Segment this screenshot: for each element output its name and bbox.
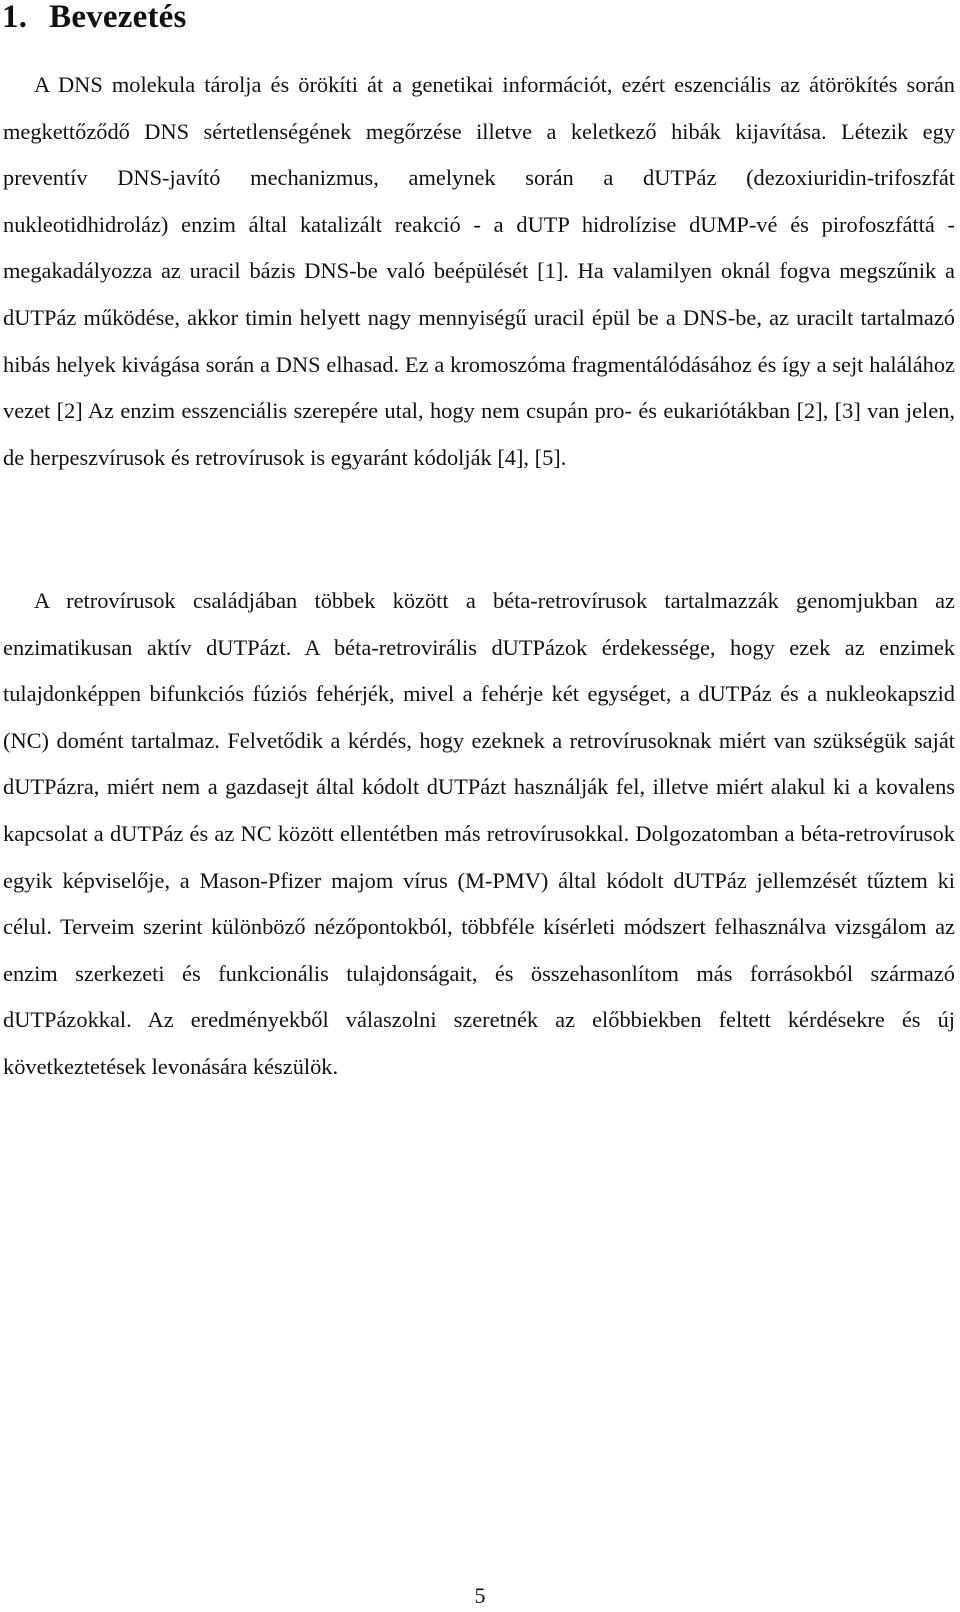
- paragraph-1: [3, 62, 955, 481]
- paragraph-1-text: A DNS molekula tárolja és örökíti át a genetikai információt, ezért eszenciális az átörökítés során megkettőződő DNS sértetlenségének megőrzése illetve a keletkező hibák kijavítása. Létezik egy preventív DNS-javító mechanizmus, amelynek során a dUTPáz (dezoxiuridin-trifoszfát nukleotidhidroláz) enzim által katalizált reakció - a dUTP hidrolízise dUMP-vé és pirofoszfáttá - megakadályozza az uracil bázis DNS-be való beépülését [1]. Ha valamilyen oknál fogva megszűnik a dUTPáz működése, akkor timin helyett nagy mennyiségű uracil épül be a DNS-be, az uracilt tartalmazó hibás helyek kivágása során a DNS elhasad. Ez a kromoszóma fragmentálódásához és így a sejt halálához vezet [2] Az enzim esszenciális szerepére utal, hogy nem csupán pro- és eukariótákban [2], [3] van jelen, de herpeszvírusok és retrovírusok is egyaránt kódolják [4], [5].: [3, 72, 955, 470]
- section-title: Bevezetés: [49, 0, 187, 35]
- page-number: 5: [474, 1583, 486, 1608]
- section-number: 1.: [2, 0, 28, 35]
- paragraph-2-text: A retrovírusok családjában többek között a béta-retrovírusok tartalmazzák genomjukban az enzimatikusan aktív dUTPázt. A béta-retrovirális dUTPázok érdekessége, hogy ezek az enzimek tulajdonképpen bifunkciós fúziós fehérjék, mivel a fehérje két egységet, a dUTPáz és a nukleokapszid (NC) domént tartalmaz. Felvetődik a kérdés, hogy ezeknek a retrovírusoknak miért van szükségük saját dUTPázra, miért nem a gazdasejt által kódolt dUTPázt használják fel, illetve miért alakul ki a kovalens kapcsolat a dUTPáz és az NC között ellentétben más retrovírusokkal. Dolgozatomban a béta-retrovírusok egyik képviselője, a Mason-Pfizer majom vírus (M-PMV) által kódolt dUTPáz jellemzését tűztem ki célul. Terveim szerint különböző nézőpontokból, többféle kísérleti módszert felhasználva vizsgálom az enzim szerkezeti és funkcionális tulajdonságait, és összehasonlítom más forrásokból származó dUTPázokkal. Az eredményekből válaszolni szeretnék az előbbiekben feltett kérdésekre és új következtetések levonására készülök.: [3, 588, 955, 1079]
- paragraph-2: [3, 578, 955, 1091]
- section-heading: [2, 0, 187, 34]
